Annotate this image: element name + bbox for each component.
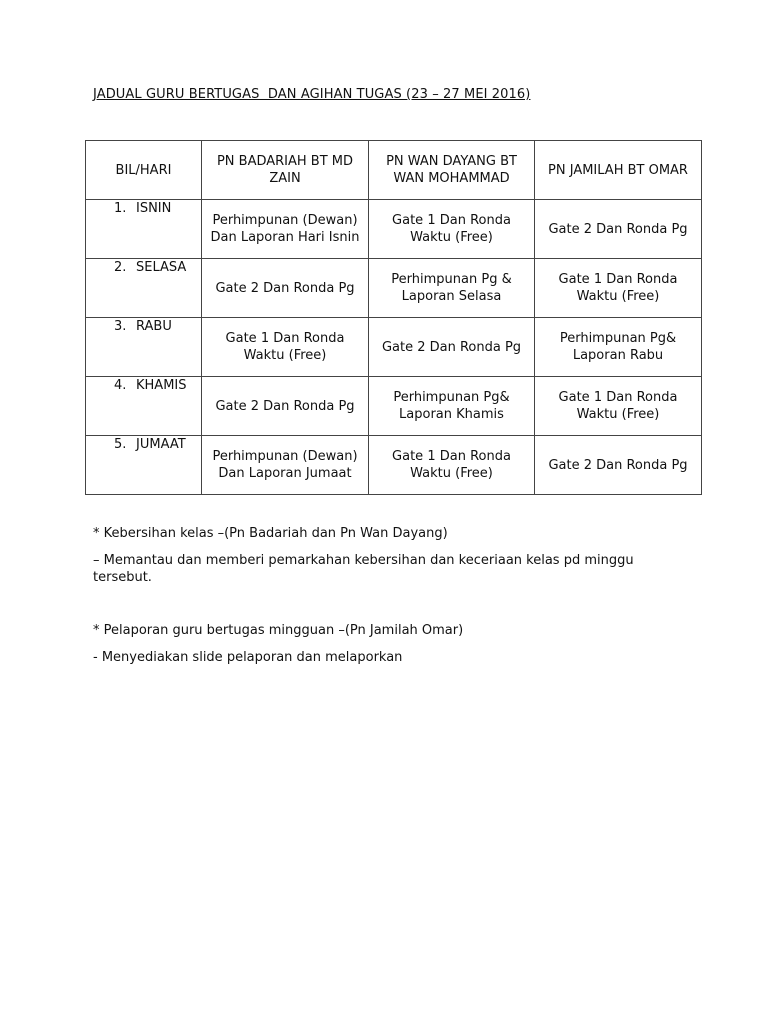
day-number: 3.	[114, 319, 127, 334]
day-number: 1.	[114, 201, 127, 216]
day-cell	[86, 436, 202, 495]
header-teacher-jamilah: PN JAMILAH BT OMAR	[535, 141, 702, 200]
header-teacher-wan-dayang: PN WAN DAYANG BT WAN MOHAMMAD	[369, 141, 535, 200]
table-row	[86, 318, 702, 377]
day-name: RABU	[136, 319, 172, 334]
duty-cell: Gate 2 Dan Ronda Pg	[535, 200, 702, 259]
duty-cell: Perhimpunan (Dewan) Dan Laporan Jumaat	[202, 436, 369, 495]
note-kebersihan-desc: – Memantau dan memberi pemarkahan kebersihan dan keceriaan kelas pd minggu tersebut.	[93, 553, 634, 585]
day-name: SELASA	[136, 260, 187, 275]
table-row	[86, 436, 702, 495]
duty-cell: Gate 1 Dan Ronda Waktu (Free)	[369, 436, 535, 495]
duty-cell: Gate 1 Dan Ronda Waktu (Free)	[535, 377, 702, 436]
day-cell	[86, 200, 202, 259]
duty-cell: Gate 2 Dan Ronda Pg	[535, 436, 702, 495]
note-pelaporan-desc: - Menyediakan slide pelaporan dan melaporkan	[93, 650, 403, 665]
header-bil-hari: BIL/HARI	[86, 141, 202, 200]
duty-schedule-table	[85, 140, 702, 495]
note-pelaporan-heading: * Pelaporan guru bertugas mingguan –(Pn Jamilah Omar)	[93, 623, 464, 638]
duty-cell: Gate 2 Dan Ronda Pg	[202, 377, 369, 436]
day-cell	[86, 318, 202, 377]
day-name: ISNIN	[136, 201, 172, 216]
header-teacher-badariah: PN BADARIAH BT MD ZAIN	[202, 141, 369, 200]
table-row	[86, 200, 702, 259]
duty-cell: Perhimpunan Pg& Laporan Khamis	[369, 377, 535, 436]
duty-cell: Gate 1 Dan Ronda Waktu (Free)	[369, 200, 535, 259]
day-cell	[86, 377, 202, 436]
duty-cell: Gate 2 Dan Ronda Pg	[369, 318, 535, 377]
duty-cell: Gate 1 Dan Ronda Waktu (Free)	[202, 318, 369, 377]
duty-cell: Perhimpunan (Dewan) Dan Laporan Hari Isnin	[202, 200, 369, 259]
day-number: 4.	[114, 378, 127, 393]
duty-cell: Gate 2 Dan Ronda Pg	[202, 259, 369, 318]
table-row	[86, 377, 702, 436]
page-title: JADUAL GURU BERTUGAS DAN AGIHAN TUGAS (23 – 27 MEI 2016)	[93, 87, 531, 102]
day-name: KHAMIS	[136, 378, 187, 393]
table-row	[86, 259, 702, 318]
duty-cell: Perhimpunan Pg& Laporan Rabu	[535, 318, 702, 377]
duty-cell: Gate 1 Dan Ronda Waktu (Free)	[535, 259, 702, 318]
day-name: JUMAAT	[136, 437, 186, 452]
day-number: 2.	[114, 260, 127, 275]
note-kebersihan-heading: * Kebersihan kelas –(Pn Badariah dan Pn Wan Dayang)	[93, 526, 448, 541]
table-header-row	[86, 141, 702, 200]
day-cell	[86, 259, 202, 318]
duty-cell: Perhimpunan Pg & Laporan Selasa	[369, 259, 535, 318]
day-number: 5.	[114, 437, 127, 452]
